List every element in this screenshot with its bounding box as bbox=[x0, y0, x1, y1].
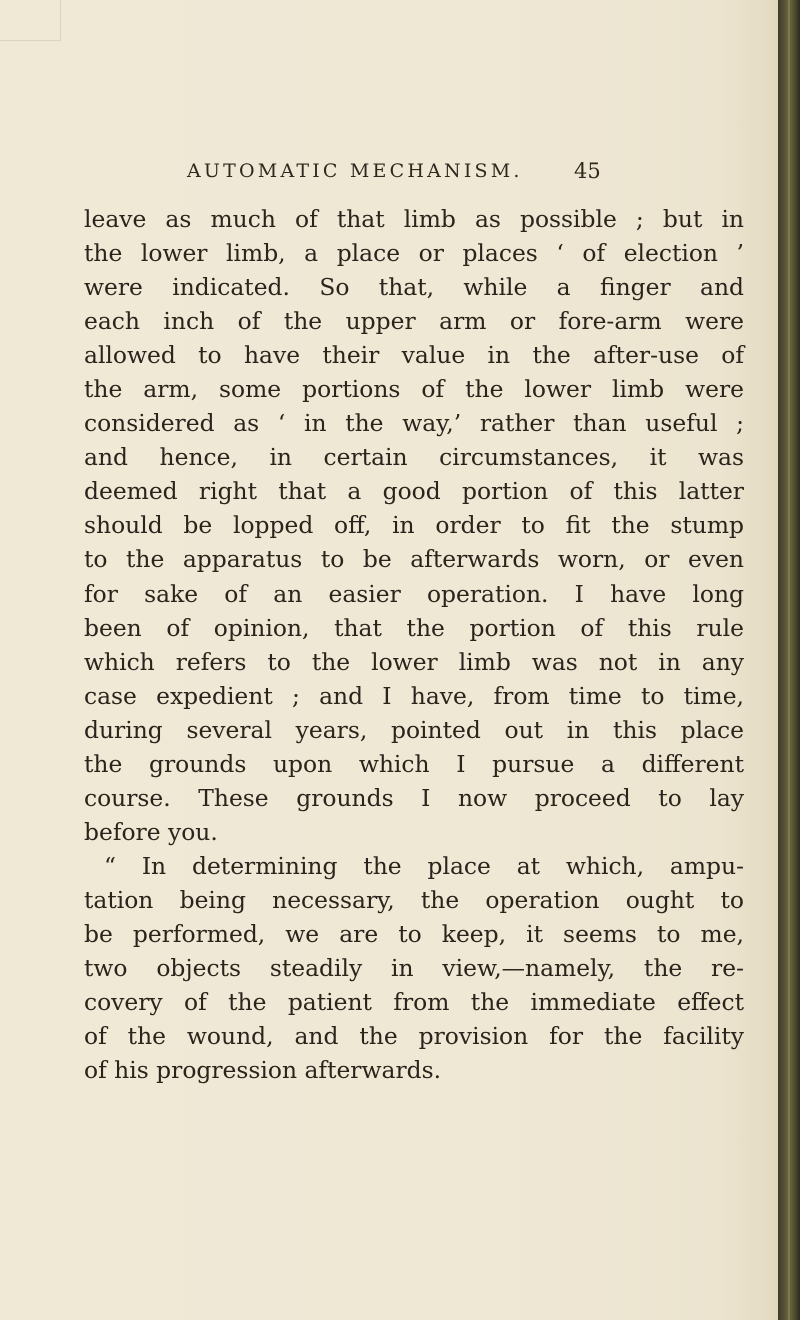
text-line: should be lopped off, in order to fit the stump bbox=[84, 511, 744, 540]
text-line: allowed to have their value in the after-use of bbox=[84, 341, 744, 370]
text-line: course. These grounds I now proceed to lay bbox=[84, 783, 744, 812]
text-line: to the apparatus to be afterwards worn, or even bbox=[84, 545, 744, 574]
text-line: before you. bbox=[84, 817, 218, 846]
running-head bbox=[0, 160, 780, 190]
text-line: and hence, in certain circumstances, it was bbox=[84, 443, 744, 472]
text-line: of the wound, and the provision for the facility bbox=[84, 1022, 744, 1051]
text-line: for sake of an easier operation. I have long bbox=[84, 579, 744, 608]
text-line: each inch of the upper arm or fore-arm were bbox=[84, 307, 744, 336]
text-line: of his progression afterwards. bbox=[84, 1056, 442, 1085]
text-line: covery of the patient from the immediate effect bbox=[84, 988, 744, 1017]
text-line: be performed, we are to keep, it seems to me, bbox=[84, 919, 744, 948]
text-line: the arm, some portions of the lower limb were bbox=[84, 375, 744, 404]
text-line: two objects steadily in view,—namely, the re- bbox=[84, 954, 744, 983]
text-line: deemed right that a good portion of this latter bbox=[84, 477, 744, 506]
text-line: which refers to the lower limb was not in any bbox=[84, 647, 744, 676]
text-line: were indicated. So that, while a finger and bbox=[84, 273, 744, 302]
page-number: 45 bbox=[574, 159, 601, 183]
text-line: the lower limb, a place or places ‘ of election ’ bbox=[84, 239, 744, 268]
text-line: during several years, pointed out in this place bbox=[84, 715, 744, 744]
text-line: tation being necessary, the operation ought to bbox=[84, 885, 744, 914]
text-line: considered as ‘ in the way,’ rather than useful ; bbox=[84, 409, 744, 438]
text-line: case expedient ; and I have, from time to time, bbox=[84, 681, 744, 710]
text-line: “ In determining the place at which, ampu- bbox=[104, 851, 744, 880]
running-title: AUTOMATIC MECHANISM. bbox=[187, 160, 523, 182]
page-corner-mark bbox=[0, 0, 61, 41]
text-line: been of opinion, that the portion of this rule bbox=[84, 613, 744, 642]
body-text bbox=[84, 202, 744, 1087]
text-line: leave as much of that limb as possible ; but in bbox=[84, 205, 744, 233]
text-line: the grounds upon which I pursue a different bbox=[84, 749, 744, 778]
binding-highlight bbox=[788, 0, 790, 1320]
